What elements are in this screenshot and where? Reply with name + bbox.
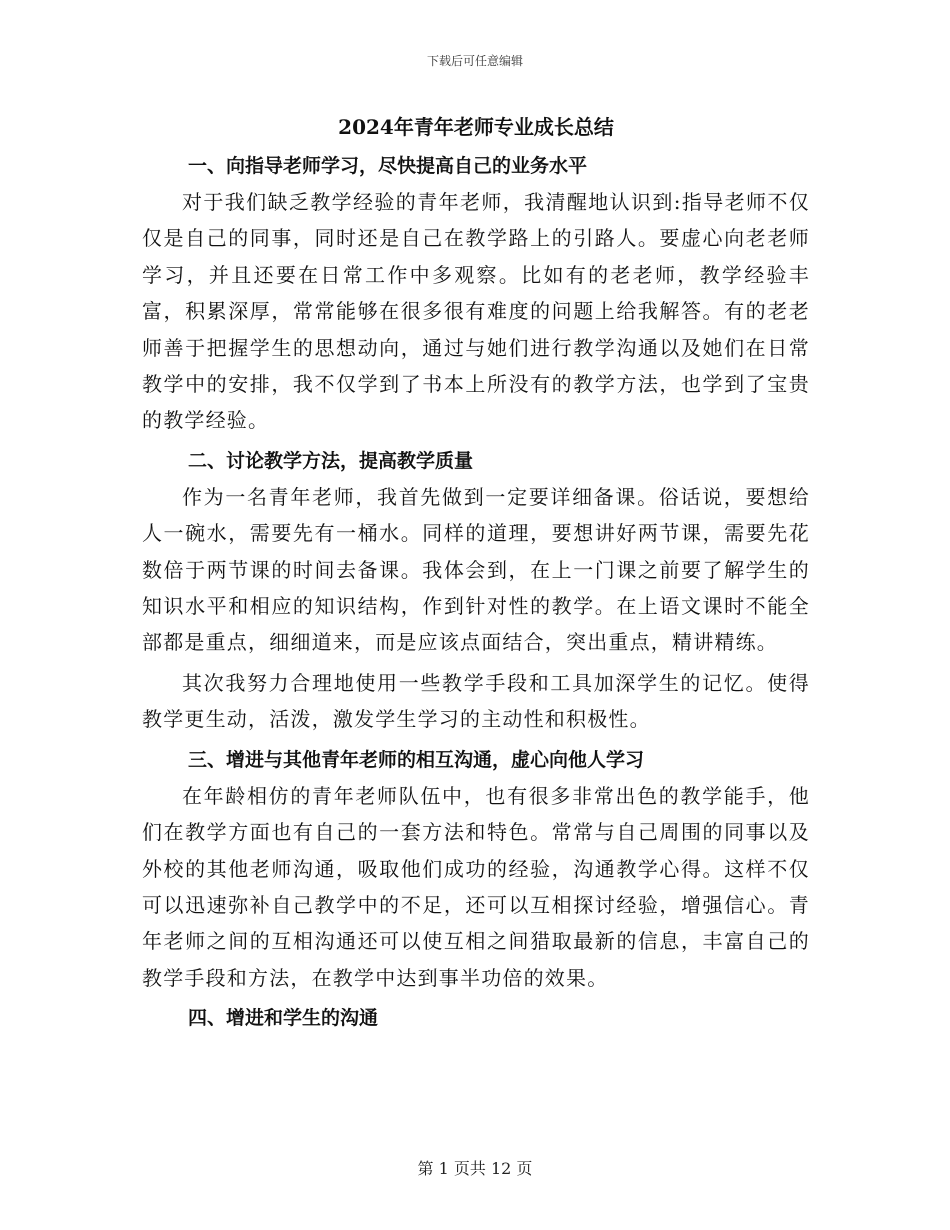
section-heading: 三、增进与其他青年老师的相互沟通，虚心向他人学习 <box>188 748 645 771</box>
section-heading: 四、增进和学生的沟通 <box>188 1007 379 1030</box>
document-title: 2024年青年老师专业成长总结 <box>338 115 614 139</box>
section-heading: 二、讨论教学方法，提高教学质量 <box>188 449 474 472</box>
paragraph: 在年龄相仿的青年老师队伍中，也有很多非常出色的教学能手，他们在教学方面也有自己的一套方法和特色。常常与自己周围的同事以及外校的其他老师沟通，吸取他们成功的经验，沟通教学心得。这样不仅可以迅速弥补自己教学中的不足，还可以互相探讨经验，增强信心。青年老师之间的互相沟通还可以使互相之间猎取最新的信息，丰富自己的教学手段和方法，在教学中达到事半功倍的效果。 <box>142 783 810 990</box>
document-body <box>142 112 810 1036</box>
page-footer: 第 1 页共 12 页 <box>417 1159 533 1178</box>
section-4 <box>142 1000 810 1036</box>
section-3 <box>142 742 810 996</box>
section-1 <box>142 148 810 439</box>
section-heading: 一、向指导老师学习，尽快提高自己的业务水平 <box>188 155 588 177</box>
header-note: 下载后可任意编辑 <box>426 54 523 68</box>
paragraph: 对于我们缺乏教学经验的青年老师，我清醒地认识到:指导老师不仅仅是自己的同事，同时还是自己在教学路上的引路人。要虚心向老老师学习，并且还要在日常工作中多观察。比如有的老老师，教学经验丰富，积累深厚，常常能够在很多很有难度的问题上给我解答。有的老老师善于把握学生的思想动向，通过与她们进行教学沟通以及她们在日常教学中的安排，我不仅学到了书本上所没有的教学方法，也学到了宝贵的教学经验。 <box>142 190 810 433</box>
paragraph: 其次我努力合理地使用一些教学手段和工具加深学生的记忆。使得教学更生动，活泼，激发学生学习的主动性和积极性。 <box>142 670 810 732</box>
section-2 <box>142 443 810 738</box>
paragraph: 作为一名青年老师，我首先做到一定要详细备课。俗话说，要想给人一碗水，需要先有一桶水。同样的道理，要想讲好两节课，需要先花数倍于两节课的时间去备课。我体会到，在上一门课之前要了解学生的知识水平和相应的知识结构，作到针对性的教学。在上语文课时不能全部都是重点，细细道来，而是应该点面结合，突出重点，精讲精练。 <box>142 484 810 655</box>
